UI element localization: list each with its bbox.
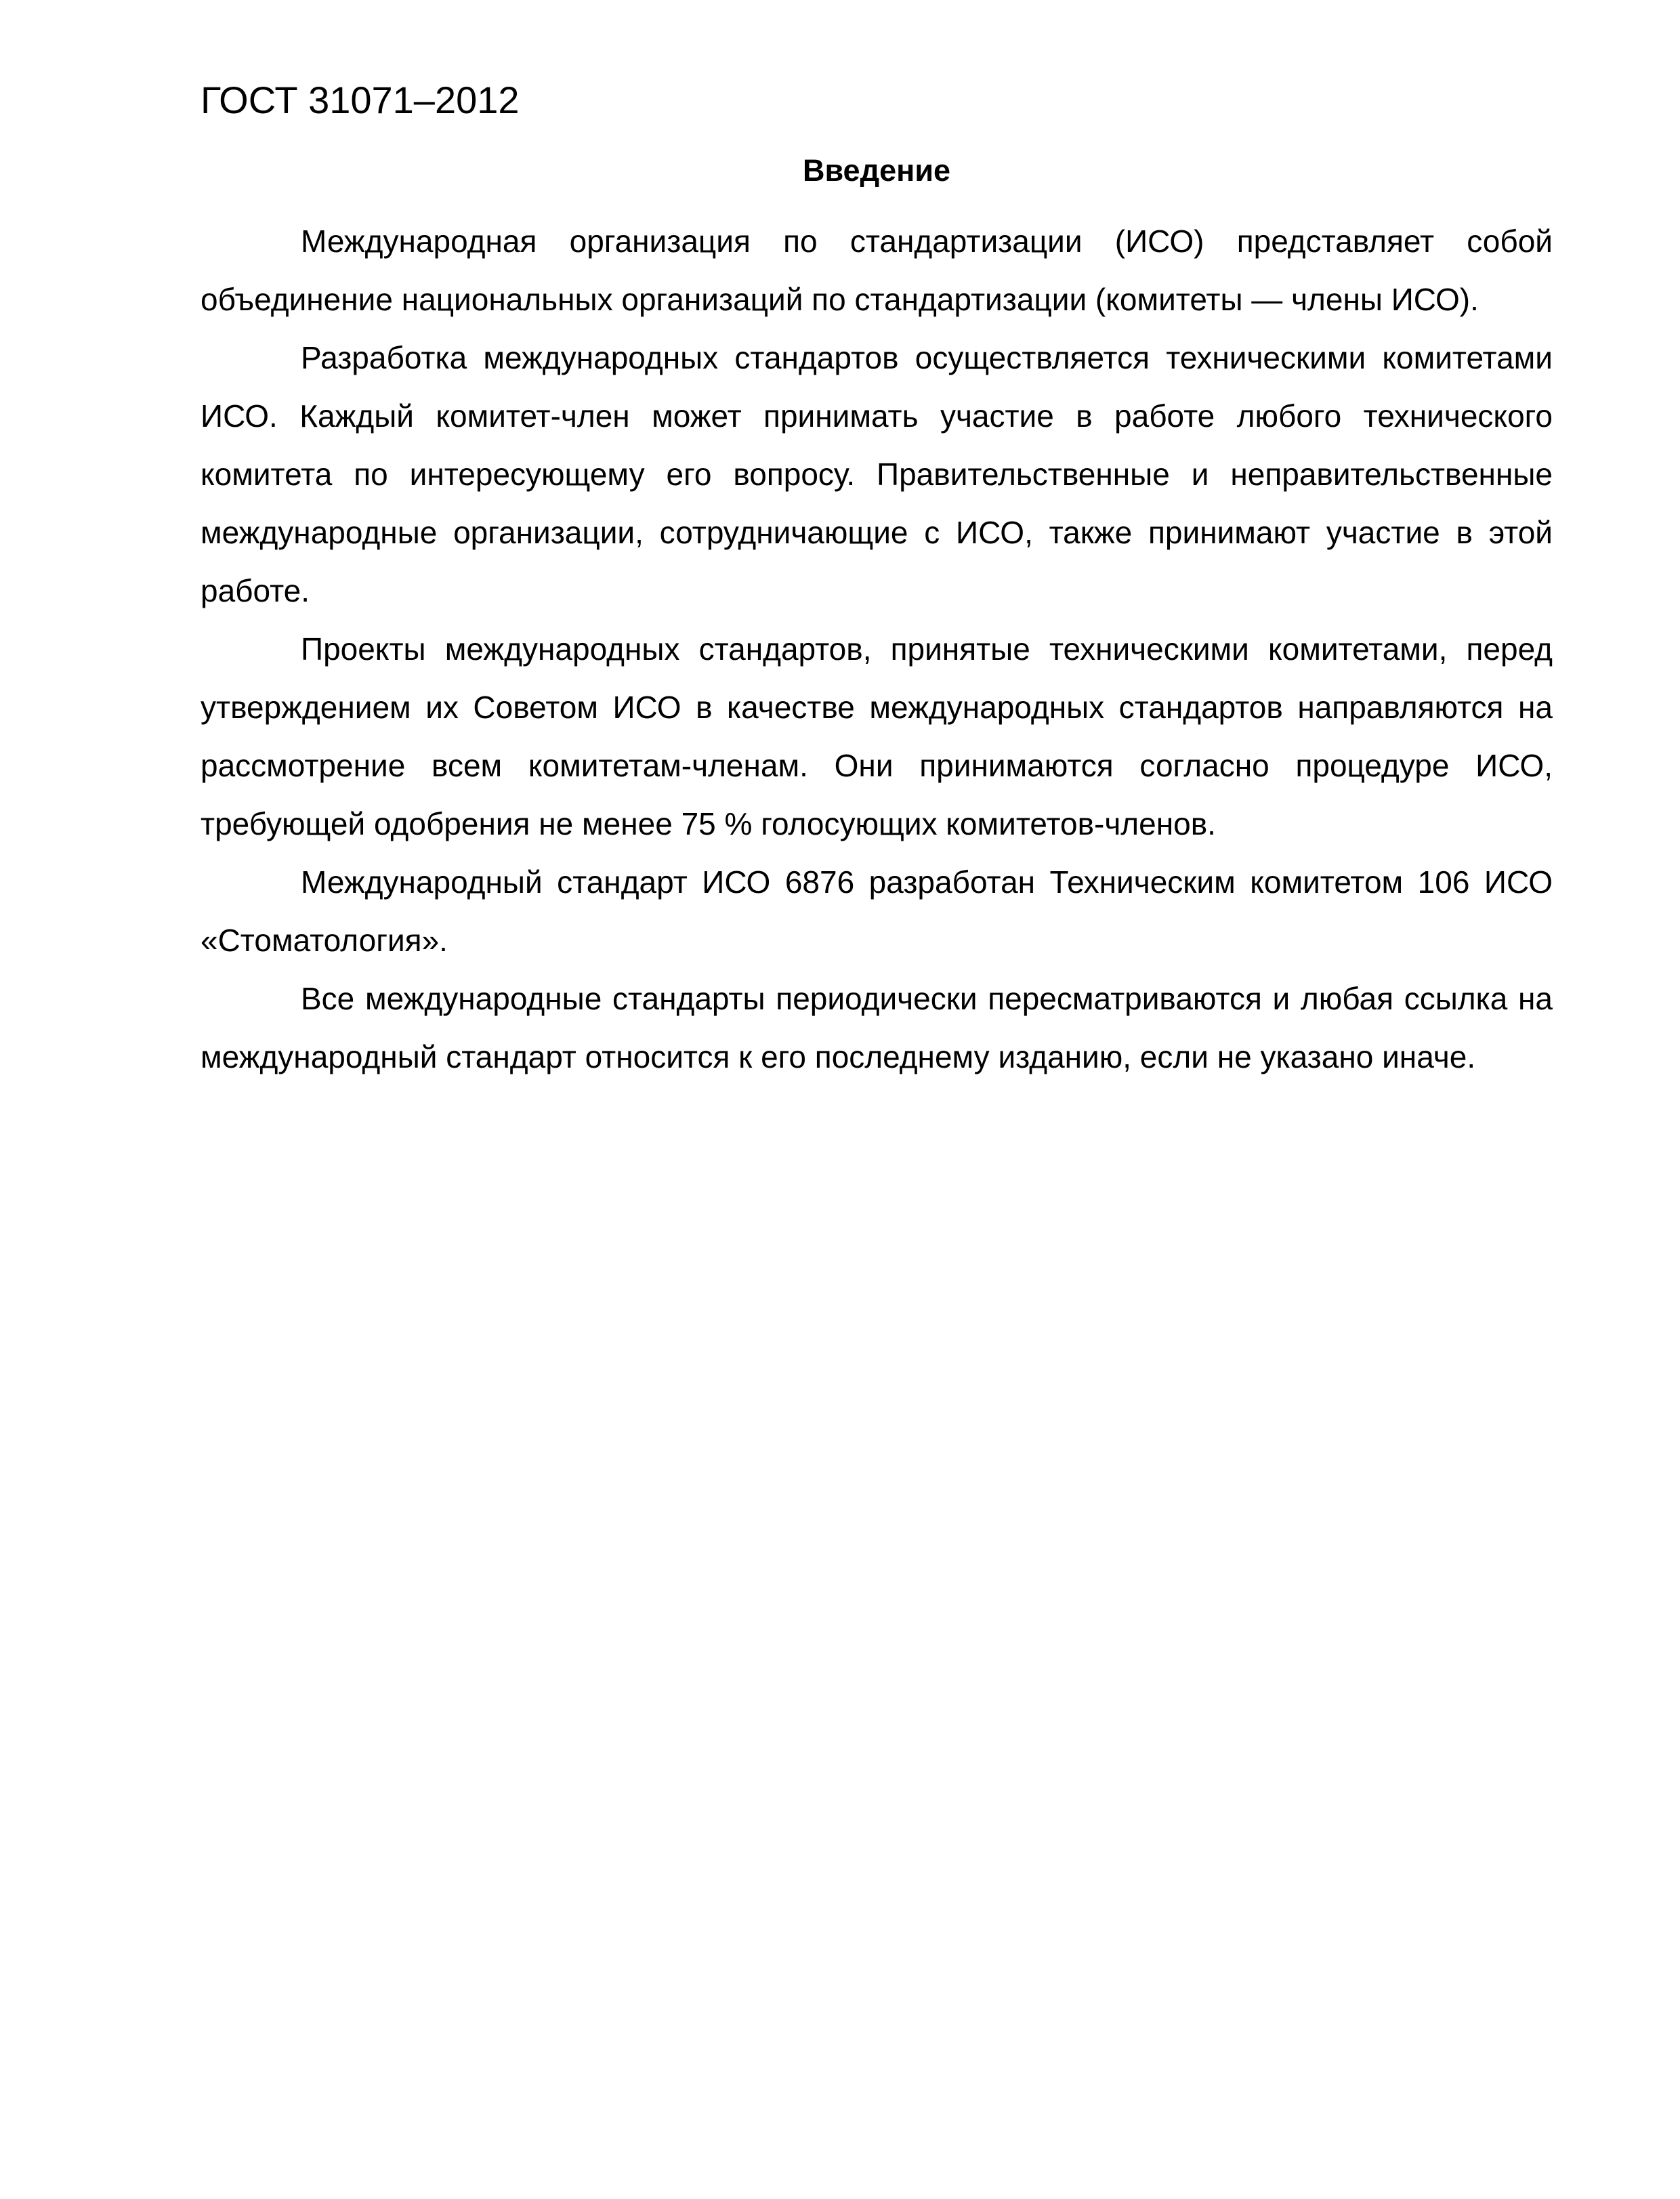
paragraph-draft-standards: Проекты международных стандартов, принятые техническими комитетами, перед утверждением их Советом ИСО в качестве международных стандартов направляются на рассмотрение всем комитетам-членам. Они принимаются согласно процедуре ИСО, требующей одобрения не менее 75 % голосующих комитетов-членов.	[201, 631, 1553, 841]
paragraph-iso-organization: Международная организация по стандартизации (ИСО) представляет собой объединение национальных организаций по стандартизации (комитеты — члены ИСО).	[201, 224, 1553, 317]
paragraph-technical-committees: Разработка международных стандартов осуществляется техническими комитетами ИСО. Каждый комитет-член может принимать участие в работе любого технического комитета по интересующему его вопросу. Правительственные и неправительственные международные организации, сотрудничающие с ИСО, также принимают участие в этой работе.	[201, 340, 1553, 608]
paragraph-revision-note: Все международные стандарты периодически пересматриваются и любая ссылка на международный стандарт относится к его последнему изданию, если не указано иначе.	[201, 981, 1553, 1074]
section-title: Введение	[802, 153, 951, 188]
paragraph-standard-origin: Международный стандарт ИСО 6876 разработан Техническим комитетом 106 ИСО «Стоматология».	[201, 864, 1553, 958]
document-code: ГОСТ 31071–2012	[201, 79, 520, 121]
body-text	[201, 212, 1553, 1086]
